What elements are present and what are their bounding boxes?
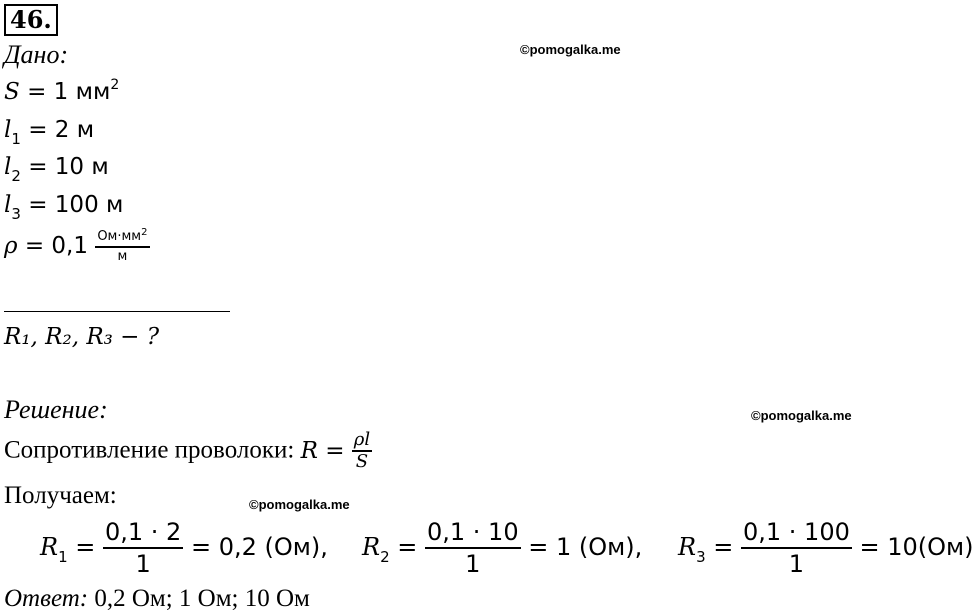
formula-fraction (352, 430, 372, 472)
formula-lhs: R (300, 437, 318, 464)
given-area (4, 79, 119, 105)
var-l: l (4, 192, 12, 218)
area-power: 2 (110, 77, 120, 93)
given-divider (4, 311, 230, 312)
given-length-2 (4, 154, 109, 185)
answer-label: Ответ: (4, 585, 89, 612)
rho-value: = 0,1 (17, 233, 96, 259)
result-r3 (678, 517, 974, 579)
unit-num-text: Ом·мм (97, 229, 142, 244)
r1-denominator: 1 (103, 547, 183, 579)
r3-eq: = (705, 533, 741, 561)
solution-heading: Решение: (4, 395, 108, 424)
formula-numerator: ρl (353, 429, 371, 450)
sub-1: 1 (11, 130, 21, 148)
r2-lhs: R (362, 533, 381, 561)
watermark-middle: ©pomogalka.me (751, 408, 852, 423)
given-length-3 (4, 192, 124, 223)
unit-num-power: 2 (141, 227, 148, 238)
watermark-bottom: ©pomogalka.me (249, 497, 350, 512)
var-S: S (4, 79, 20, 105)
r3-denominator: 1 (741, 547, 852, 579)
r3-sub: 3 (696, 548, 706, 566)
r2-eq: = (389, 533, 425, 561)
find-text: R₁, R₂, R₃ − ? (4, 324, 160, 350)
r3-numerator: 0,1 · 100 (743, 518, 850, 546)
resistance-label: Сопротивление проволоки: (4, 436, 301, 464)
r2-denominator: 1 (425, 547, 521, 579)
r1-numerator: 0,1 · 2 (105, 518, 182, 546)
r1-result: = 0,2 (Ом), (183, 533, 328, 561)
var-l: l (4, 117, 12, 143)
r1-sub: 1 (58, 548, 68, 566)
result-r1 (40, 517, 328, 579)
var-rho: ρ (4, 233, 18, 259)
watermark-top: ©pomogalka.me (520, 42, 621, 57)
problem-number: 46. (4, 4, 58, 36)
var-l: l (4, 154, 12, 180)
formula-eq: = (317, 437, 352, 464)
resistance-formula-line (4, 430, 372, 472)
result-r2 (362, 517, 642, 579)
r1-lhs: R (40, 533, 59, 561)
answer-line (4, 585, 310, 613)
r2-numerator: 0,1 · 10 (427, 518, 519, 546)
answer-text: 0,2 Ом; 1 Ом; 10 Ом (88, 585, 310, 612)
r1-fraction (103, 517, 183, 579)
unit-numerator (95, 228, 149, 246)
length-1-value: = 2 м (20, 117, 95, 143)
r3-lhs: R (678, 533, 697, 561)
r1-eq: = (67, 533, 103, 561)
unit-denominator: м (95, 246, 149, 265)
obtain-label: Получаем: (4, 482, 117, 509)
given-length-1 (4, 117, 95, 148)
sub-3: 3 (11, 205, 21, 223)
resistivity-unit-fraction (95, 228, 149, 265)
r2-sub: 2 (380, 548, 390, 566)
resistance-formula (300, 429, 373, 472)
formula-denominator: S (352, 450, 372, 472)
r2-result: = 1 (Ом), (520, 533, 643, 561)
sub-2: 2 (11, 167, 21, 185)
r3-fraction (741, 517, 852, 579)
given-heading: Дано: (4, 40, 69, 69)
given-resistivity (4, 228, 150, 265)
r2-fraction (425, 517, 521, 579)
r3-result: = 10(Ом) (851, 533, 974, 561)
length-3-value: = 100 м (20, 192, 124, 218)
area-value: = 1 мм (19, 79, 111, 105)
find-line (4, 324, 159, 350)
length-2-value: = 10 м (20, 154, 109, 180)
